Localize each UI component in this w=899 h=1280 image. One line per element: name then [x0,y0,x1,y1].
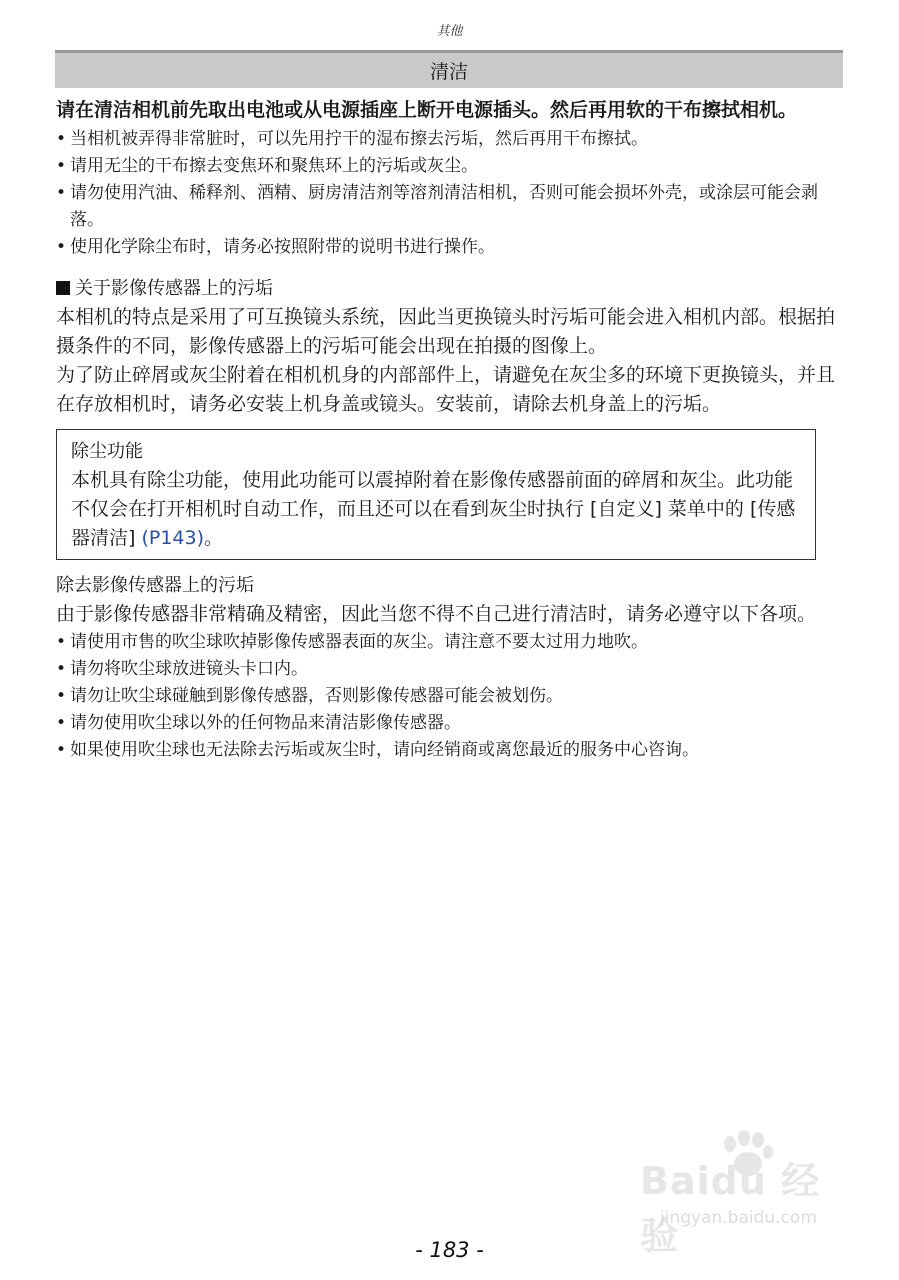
watermark-logo: Baidu 经验 [640,1159,821,1258]
list-item-text: 如果使用吹尘球也无法除去污垢或灰尘时，请向经销商或离您最近的服务中心咨询。 [70,740,699,760]
bullet-icon: • [56,183,67,203]
list-item-text: 使用化学除尘布时，请务必按照附带的说明书进行操作。 [70,237,495,257]
watermark-url: jingyan.baidu.com [660,1208,817,1228]
list-item-text: 当相机被弄得非常脏时，可以先用拧干的湿布擦去污垢，然后再用干布擦拭。 [70,129,648,149]
running-header: 其他 [436,24,463,39]
bullet-icon: • [56,659,67,679]
bullet-icon: • [56,237,67,257]
list-item-text: 请勿使用汽油、稀释剂、酒精、厨房清洁剂等溶剂清洁相机，否则可能会损坏外壳，或涂层可能会剥落。 [70,183,818,230]
bullet-icon: • [56,129,67,149]
list-item-text: 请使用市售的吹尘球吹掉影像传感器表面的灰尘。请注意不要太过用力地吹。 [70,632,648,652]
page-reference-link[interactable]: (P143) [141,527,205,549]
list-item [56,737,846,764]
list-item [56,710,846,737]
dust-reduction-box [56,429,816,560]
sensor-section-heading [56,275,846,303]
list-item [56,656,846,683]
list-item [56,180,846,234]
list-item [56,126,846,153]
bullet-icon: • [56,156,67,176]
list-item [56,683,846,710]
dust-box-body: 本机具有除尘功能，使用此功能可以震掉附着在影像传感器前面的碎屑和灰尘。此功能不仅会在打开相机时自动工作，而且还可以在看到灰尘时执行 [自定义] 菜单中的 [传感器清洁] [71,469,796,549]
list-item-text: 请用无尘的干布擦去变焦环和聚焦环上的污垢或灰尘。 [70,156,478,176]
list-item [56,153,846,180]
bullet-icon: • [56,740,67,760]
sensor-bullet-list [56,629,846,764]
dust-box-end: 。 [204,527,224,549]
page-number: - 183 - [415,1238,484,1262]
remove-paragraph: 由于影像传感器非常精确及精密，因此当您不得不自己进行清洁时，请务必遵守以下各项。 [56,603,817,625]
sensor-paragraph-2: 为了防止碎屑或灰尘附着在相机机身的内部部件上，请避免在灰尘多的环境下更换镜头，并且在存放相机时，请务必安装上机身盖或镜头。安装前，请除去机身盖上的污垢。 [56,364,836,415]
page-title: 清洁 [429,61,468,83]
remove-section-heading: 除去影像传感器上的污垢 [56,575,254,596]
list-item-text: 请勿让吹尘球碰触到影像传感器，否则影像传感器可能会被划伤。 [70,686,563,706]
list-item-text: 请勿使用吹尘球以外的任何物品来清洁影像传感器。 [70,713,461,733]
baidu-watermark [640,1150,850,1258]
list-item [56,629,846,656]
page-content [56,96,846,764]
list-item-text: 请勿将吹尘球放进镜头卡口内。 [70,659,308,679]
dust-box-title: 除尘功能 [71,441,143,462]
intro-text: 请在清洁相机前先取出电池或从电源插座上断开电源插头。然后再用软的干布擦拭相机。 [56,99,798,121]
bullet-icon: • [56,686,67,706]
section-title-bar [55,50,843,88]
sensor-heading-text: 关于影像传感器上的污垢 [75,278,273,299]
black-square-icon [56,281,70,295]
bullet-icon: • [56,713,67,733]
sensor-paragraph-1: 本相机的特点是采用了可互换镜头系统，因此当更换镜头时污垢可能会进入相机内部。根据拍摄条件的不同，影像传感器上的污垢可能会出现在拍摄的图像上。 [56,306,836,357]
list-item [56,234,846,261]
dust-box-text [71,466,801,553]
cleaning-bullet-list [56,126,846,261]
bullet-icon: • [56,632,67,652]
